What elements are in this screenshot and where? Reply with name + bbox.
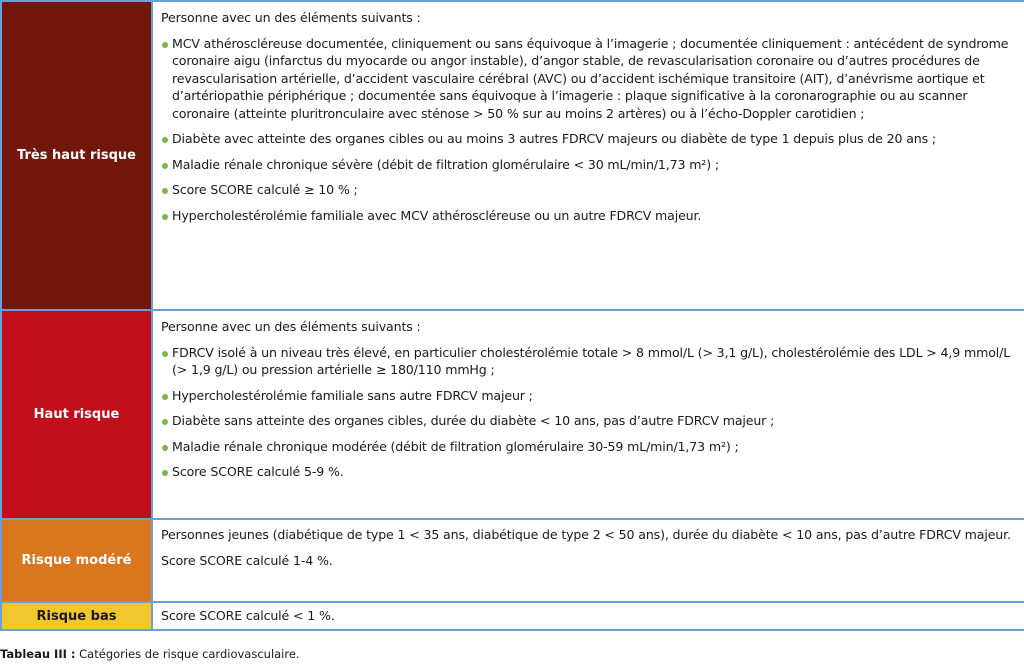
category-label: Haut risque <box>2 311 153 518</box>
category-label: Très haut risque <box>2 2 153 309</box>
table-row-high-risk <box>2 311 1024 520</box>
caption-text: Catégories de risque cardiovasculaire. <box>79 647 300 661</box>
caption-label: Tableau III : <box>0 647 76 661</box>
category-label: Risque modéré <box>2 520 153 601</box>
category-criteria <box>153 311 1024 518</box>
criteria-intro: Personne avec un des éléments suivants : <box>161 319 421 334</box>
table-caption <box>0 647 300 661</box>
criteria-bullet: Maladie rénale chronique sévère (débit de filtration glomérulaire < 30 mL/min/1,73 m²) ; <box>161 156 1014 174</box>
criteria-bullet: Diabète sans atteinte des organes cibles, durée du diabète < 10 ans, pas d’autre FDRCV majeur ; <box>161 412 1014 430</box>
criteria-paragraph: Personnes jeunes (diabétique de type 1 < 35 ans, diabétique de type 2 < 50 ans), durée du diabète < 10 ans, pas d’autre FDRCV majeur. <box>161 527 1011 542</box>
criteria-bullet: Score SCORE calculé 5-9 %. <box>161 463 1014 481</box>
criteria-paragraph: Score SCORE calculé < 1 %. <box>161 608 335 623</box>
criteria-bullet: Hypercholestérolémie familiale sans autre FDRCV majeur ; <box>161 387 1014 405</box>
criteria-intro: Personne avec un des éléments suivants : <box>161 10 421 25</box>
table-row-very-high-risk <box>2 2 1024 311</box>
table-row-low-risk <box>2 603 1024 631</box>
category-criteria <box>153 603 1024 629</box>
criteria-paragraph: Score SCORE calculé 1-4 %. <box>161 552 333 568</box>
category-criteria <box>153 2 1024 309</box>
table-row-moderate-risk <box>2 520 1024 603</box>
category-criteria <box>153 520 1024 601</box>
criteria-bullet: FDRCV isolé à un niveau très élevé, en particulier cholestérolémie totale > 8 mmol/L (> 3,1 g/L), cholestérolémie des LDL > 4,9 mmol/L (> 1,9 g/L) ou pression artérielle ≥ 180/110 mmHg ; <box>161 344 1014 379</box>
criteria-bullet: Hypercholestérolémie familiale avec MCV athéroscléreuse ou un autre FDRCV majeur. <box>161 207 1014 225</box>
criteria-bullet: Score SCORE calculé ≥ 10 % ; <box>161 181 1014 199</box>
criteria-bullet: Maladie rénale chronique modérée (débit de filtration glomérulaire 30-59 mL/min/1,73 m²) ; <box>161 438 1014 456</box>
criteria-bullet: Diabète avec atteinte des organes cibles ou au moins 3 autres FDRCV majeurs ou diabète de type 1 depuis plus de 20 ans ; <box>161 130 1014 148</box>
category-label: Risque bas <box>2 603 153 629</box>
criteria-bullet: MCV athéroscléreuse documentée, cliniquement ou sans équivoque à l’imagerie ; documentée cliniquement : antécédent de syndrome coronaire aigu (infarctus du myocarde ou angor instable), d’angor stable, de revascularisation coronaire ou d’autres procédures de revascularisation artérielle, d’accident vasculaire cérébral (AVC) ou d’accident ischémique transitoire (AIT), d’anévrisme aortique et d’artériopathie périphérique ; documentée sans équivoque à l’imagerie : plaque significative à la coronarographie ou au scanner coronaire (atteinte pluritronculaire avec sténose > 50 % sur au moins 2 artères) ou à l’écho-Doppler carotidien ; <box>161 35 1014 123</box>
